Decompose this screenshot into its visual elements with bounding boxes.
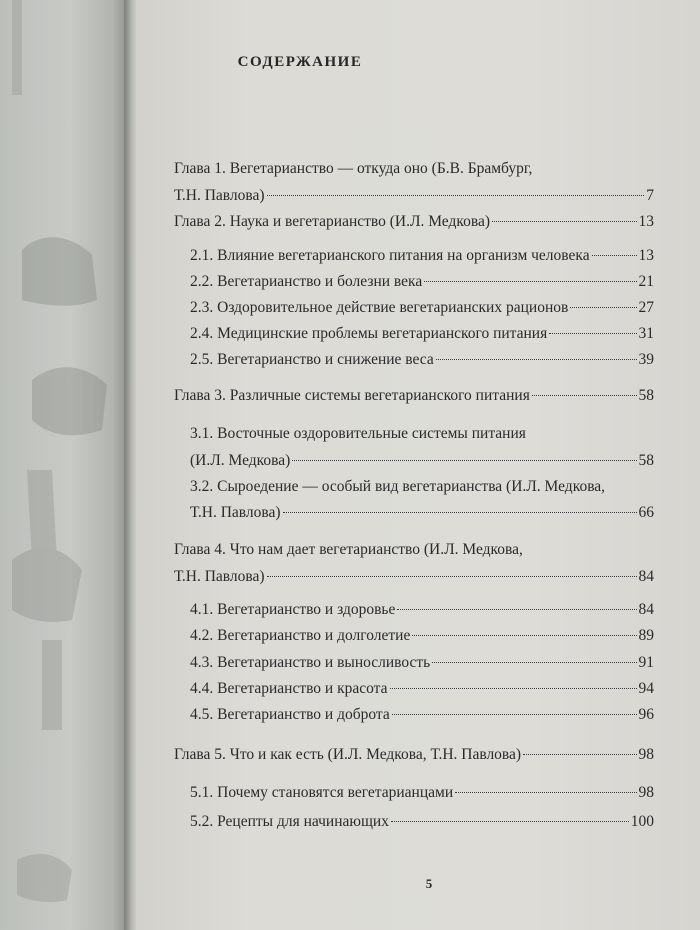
toc-entry-text: Глава 4. Что нам дает вегетарианство (И.Л. Медкова, [174,541,523,558]
toc-page-number: 39 [638,351,654,368]
leader-dots [392,714,637,715]
toc-entry-4-5 [190,705,654,725]
toc-entry-text: Т.Н. Павлова) [174,187,265,204]
toc-entry-text: 4.1. Вегетарианство и здоровье [190,601,396,618]
toc-page-number: 94 [638,680,654,697]
leader-dots [592,255,637,256]
toc-entry-5-2 [190,812,654,832]
toc-page-number: 31 [638,325,654,342]
toc-page-number: 89 [638,627,654,644]
toc-entry-2-2 [190,272,654,292]
leader-dots [436,359,637,360]
toc-entry-4-4 [190,679,654,699]
toc-entry-2-5 [190,350,654,370]
toc-page-number: 96 [638,706,654,723]
toc-entry-5-1 [190,783,654,803]
leader-dots [570,307,636,308]
toc-entry-text: 2.3. Оздоровительное действие вегетарианских рационов [190,299,569,316]
toc-page-number: 13 [638,213,654,230]
toc-entry-text: Глава 5. Что и как есть (И.Л. Медкова, Т.Н. Павлова) [174,746,522,763]
leader-dots [455,792,636,793]
toc-page-number: 27 [638,299,654,316]
toc-page-number: 21 [638,273,654,290]
toc-entry-text: 2.4. Медицинские проблемы вегетарианского питания [190,325,548,342]
toc-entry-text: 4.5. Вегетарианство и доброта [190,706,390,723]
leader-dots [267,195,645,196]
toc-page-number: 58 [638,452,654,469]
leader-dots [432,662,636,663]
toc-entry-text: 3.2. Сыроедение — особый вид вегетарианства (И.Л. Медкова, [190,478,606,495]
toc-entry-3-2-cont [190,503,654,523]
toc-page-number: 66 [638,504,654,521]
toc-entry-chapter-4 [174,540,523,560]
page-number: 5 [425,876,433,891]
toc-entry-chapter-1 [174,159,532,179]
leader-dots [397,609,636,610]
toc-entry-text: 5.2. Рецепты для начинающих [190,813,389,830]
toc-entry-text: 4.4. Вегетарианство и красота [190,680,388,697]
toc-page-number: 84 [638,601,654,618]
toc-entry-text: 3.1. Восточные оздоровительные системы питания [190,425,526,442]
leader-dots [549,333,636,334]
toc-page-number: 58 [638,387,654,404]
toc-entry-4-2 [190,626,654,646]
toc-entry-text: Глава 3. Различные системы вегетарианского питания [174,387,530,404]
toc-page-number: 91 [638,654,654,671]
toc-entry-text: 2.5. Вегетарианство и снижение веса [190,351,434,368]
leader-dots [424,281,636,282]
toc-entry-text: 2.2. Вегетарианство и болезни века [190,273,423,290]
leader-dots [267,576,637,577]
toc-entry-chapter-1-cont [174,186,654,206]
toc-page-number: 100 [630,813,654,830]
toc-page-number: 7 [646,187,654,204]
leader-dots [390,688,637,689]
leader-dots [412,635,636,636]
leader-dots [292,460,636,461]
toc-page-number: 84 [638,568,654,585]
toc-entry-text: (И.Л. Медкова) [190,452,291,469]
toc-entry-2-4 [190,324,654,344]
toc-entry-2-1 [190,246,654,266]
toc-entry-chapter-5 [174,745,654,765]
toc-entry-text: 4.2. Вегетарианство и долголетие [190,627,411,644]
leader-dots [283,512,637,513]
toc-page-number: 98 [638,784,654,801]
toc-entry-3-1 [190,424,526,444]
toc-page-number: 13 [638,247,654,264]
contents-title: СОДЕРЖАНИЕ [237,54,363,70]
toc-entry-text: Глава 2. Наука и вегетарианство (И.Л. Медкова) [174,213,491,230]
toc-entry-3-1-cont [190,451,654,471]
toc-entry-3-2 [190,477,605,497]
toc-page-number: 98 [638,746,654,763]
toc-entry-4-1 [190,600,654,620]
toc-entry-chapter-2 [174,212,654,232]
toc-entry-text: Т.Н. Павлова) [174,568,265,585]
toc-entry-2-3 [190,298,654,318]
toc-entry-chapter-4-cont [174,567,654,587]
leader-dots [523,754,636,755]
toc-entry-4-3 [190,653,654,673]
toc-entry-chapter-3 [174,386,654,406]
toc-entry-text: 4.3. Вегетарианство и выносливость [190,654,431,671]
leader-dots [391,821,629,822]
toc-entry-text: Глава 1. Вегетарианство — откуда оно (Б.В. Брамбург, [174,160,533,177]
toc-entry-text: 2.1. Влияние вегетарианского питания на организм человека [190,247,590,264]
leader-dots [492,221,636,222]
leader-dots [532,395,637,396]
toc-entry-text: 5.1. Почему становятся вегетарианцами [190,784,454,801]
toc-entry-text: Т.Н. Павлова) [190,504,281,521]
